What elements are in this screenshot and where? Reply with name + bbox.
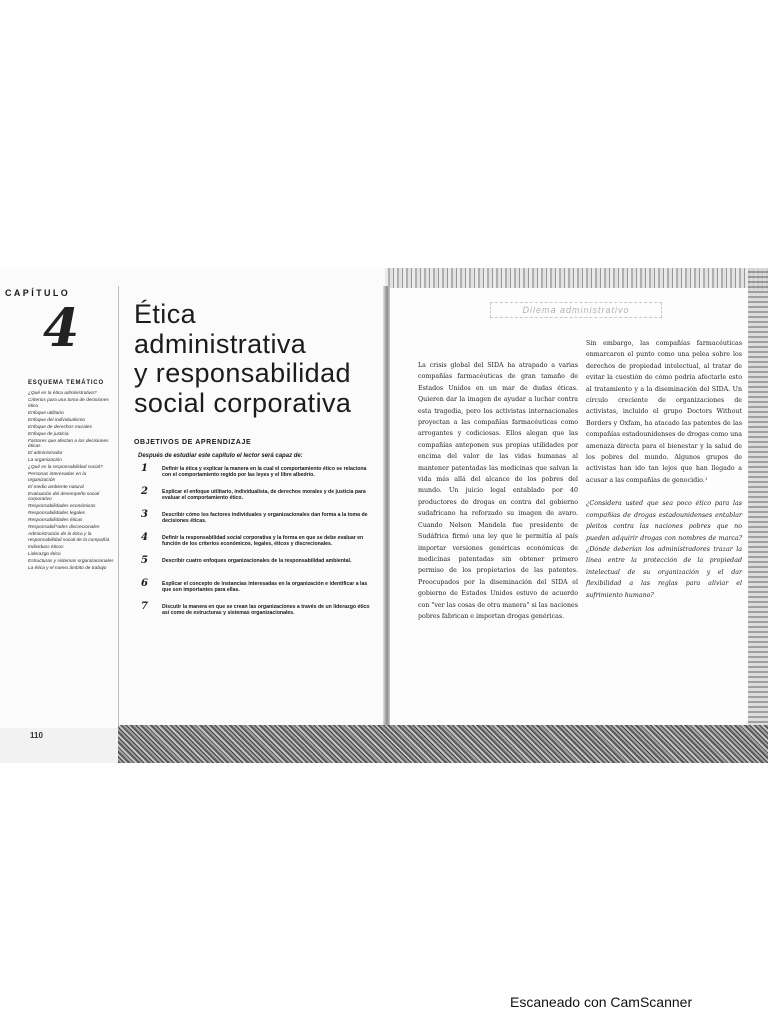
body-paragraph: Sin embargo, las compañías farmacéuticas enmarcaron el punto como una pelea sobre los derechos de propiedad intelectual, al tratar de evitar la cuestión de cómo podría afectarle esto al tratamiento y a la diseminación del SIDA. Un círculo creciente de organizaciones de activistas, incluido el grupo Doctors Without Borders y Oxfam, ha atacado las patentes de las compañías estadounidenses de drogas como una amenaza directa para el bienestar y la salud de los pobres del mundo. Algunos grupos de activistas han ido tan lejos que han llegado a acusar a las compañías de genocidio.¹ xyxy=(586,340,742,484)
objective-item xyxy=(138,601,370,620)
objective-text: Explicar el concepto de instancias interesadas en la organización e identificar a las que son importantes para ellas. xyxy=(162,581,368,594)
left-margin-rule xyxy=(118,286,119,726)
objective-number: 1 xyxy=(141,463,148,474)
scan-noise-bottom xyxy=(118,725,768,763)
scan-noise-right xyxy=(748,268,768,763)
page-number: 110 xyxy=(30,731,43,740)
discussion-question: ¿Considera usted que sea poco ético para las compañías de drogas estadounidenses entablar pleitos contra las naciones pobres que no pueden adquirir drogas con nombres de marca? ¿Dónde deberían los administradores trazar la línea entre la protección de la propiedad intelectual de su organización y el dar flexibilidad a las reglas para aliviar el sufrimiento humano? xyxy=(586,500,742,599)
chapter-title-line: y responsabilidad xyxy=(134,358,351,388)
outline-item: Enfoque de derechos morales xyxy=(28,424,92,430)
outline-item: ¿Qué es la ética administrativa? xyxy=(28,391,97,396)
objective-number: 3 xyxy=(141,509,148,520)
outline-item: Responsabilidades legales xyxy=(28,511,86,517)
outline-item: Enfoque utilitario xyxy=(28,410,64,416)
scanned-spread xyxy=(0,268,768,763)
objective-number: 5 xyxy=(141,555,148,566)
objective-number: 7 xyxy=(141,601,148,612)
outline-item: La ética y el nuevo ámbito de trabajo xyxy=(28,565,107,571)
outline-item: Criterios para una toma de decisiones ético xyxy=(28,397,109,409)
body-column-left: La crisis global del SIDA ha atrapado a varias compañías farmacéuticas de gran tamaño de Estados Unidos en un mar de dudas éticas. Quieren dar la imagen de ayudar a luchar contra esta tragedia, pero los activistas internacionales proyectan a las compañías farmacéuticas como arrogantes y codiciosas. Ellos alegan que las compañías anteponen sus propias utilidades por encima del valor de las vidas humanas al mantener patentadas las medicinas que salvan la vida más allá del alcance de los pobres del mundo. Un juicio legal entablado por 40 productores de drogas en contra del gobierno sudafricano ha reforzado su imagen de avaro. Cuando Nelson Mandela fue presidente de Sudáfrica firmó una ley que le permitía al país importar versiones genéricas económicas de medicinas patentadas sin obtener primero permiso de los propietarios de las patentes. Preocupados por la diseminación del SIDA el gobierno de Estados Unidos estuvo de acuerdo con "ver las cosas de otra manera" si las naciones pobres fabrican e importan drogas genéricas. xyxy=(418,362,578,620)
objective-text: Explicar el enfoque utilitario, individualista, de derechos morales y de justicia para evaluar el comportamiento ético. xyxy=(162,489,366,502)
outline-list xyxy=(28,391,114,573)
objective-text: Definir la responsabilidad social corporativa y la forma en que se debe evaluar en función de los criterios económicos, legales, éticos y discrecionales. xyxy=(162,535,364,548)
chapter-title-line: administrativa xyxy=(134,328,307,359)
outline-item: Liderazgo ético xyxy=(28,551,61,557)
objective-item xyxy=(138,463,370,482)
objective-item xyxy=(138,486,370,505)
chapter-number: 4 xyxy=(43,298,80,359)
outline-item: Responsabilidades económicas xyxy=(28,504,96,510)
chapter-title-line: Ética xyxy=(134,299,197,329)
chapter-title xyxy=(134,300,351,418)
objective-number: 4 xyxy=(141,532,148,543)
right-page xyxy=(390,288,748,728)
scanner-watermark: Escaneado con CamScanner xyxy=(510,994,693,1010)
objective-text: Discutir la manera en que se crean las organizaciones a través de un liderazgo ético así como de estructuras y sistemas organizacionales. xyxy=(162,604,370,617)
outline-item: Enfoque del individualismo xyxy=(28,417,86,423)
objective-item xyxy=(138,578,370,597)
objective-text: Describir cómo los factores individuales y organizacionales dan forma a la toma de decisiones éticas. xyxy=(162,512,368,525)
objective-text: Describir cuatro enfoques organizacionales de la responsabilidad ambiental. xyxy=(162,558,352,564)
objective-item xyxy=(138,532,370,551)
outline-item: Administración de la ética y la responsabilidad social de la compañía xyxy=(28,532,110,543)
section-stamp: Dilema administrativo xyxy=(490,302,662,318)
outline-item: Individuos éticos xyxy=(28,544,64,550)
outline-item: Evaluación del desempeño social corporativo xyxy=(28,491,100,503)
objectives-title: OBJETIVOS DE APRENDIZAJE xyxy=(134,439,252,446)
objective-text: Definir la ética y explicar la manera en la cual el comportamiento ético se relaciona con el comportamiento regido por las leyes y el libre albedrío. xyxy=(162,466,367,479)
left-page xyxy=(0,268,385,740)
outline-item: El administrador xyxy=(28,451,63,457)
outline-item: Estructuras y sistemas organizacionales xyxy=(28,558,114,564)
objective-item xyxy=(138,555,370,574)
outline-item: Personas interesadas en la organización xyxy=(28,472,87,483)
outline-item: Responsabilidades éticas xyxy=(28,518,83,524)
outline-title: ESQUEMA TEMÁTICO xyxy=(28,380,104,386)
outline-item: Responsabili*ades discrecionales xyxy=(28,525,100,531)
objective-number: 2 xyxy=(141,486,148,497)
outline-item: La organización xyxy=(28,458,62,464)
chapter-title-line: social corporativa xyxy=(134,387,352,418)
outline-item: El medio ambiente natural xyxy=(28,484,84,490)
objectives-list xyxy=(138,463,370,627)
outline-item: ¿Qué es la responsabilidad social? xyxy=(28,465,103,471)
objective-number: 6 xyxy=(141,578,148,589)
outline-item: Enfoque de justicia xyxy=(28,431,69,437)
outline-item: Factores que afectan a los decisiones éticas xyxy=(28,438,109,450)
chapter-label: CAPÍTULO xyxy=(5,288,71,298)
objectives-intro: Después de estudiar este capítulo el lector será capaz de: xyxy=(138,453,303,459)
objective-item xyxy=(138,509,370,528)
body-column-right xyxy=(586,338,742,601)
